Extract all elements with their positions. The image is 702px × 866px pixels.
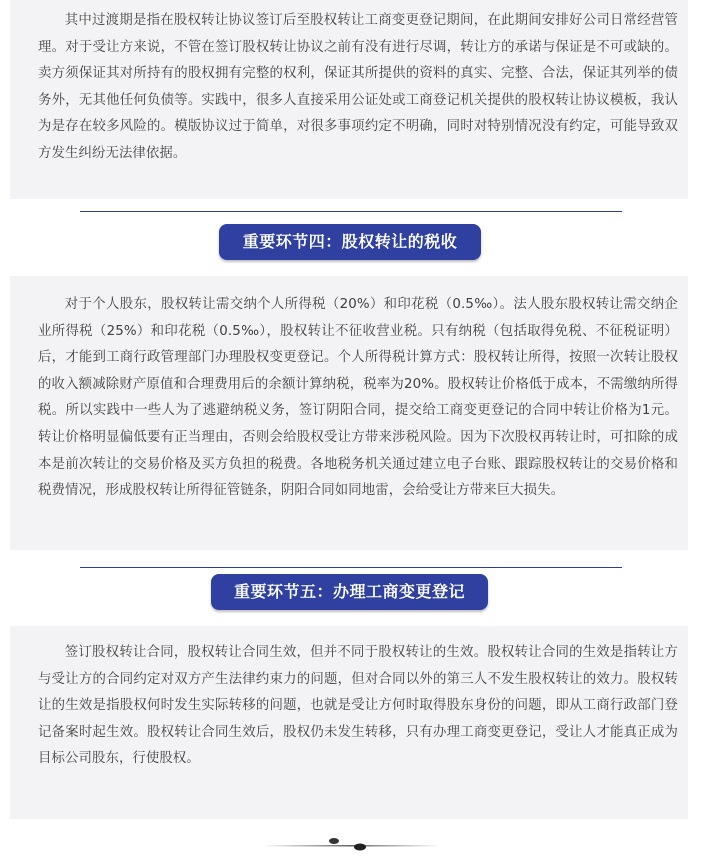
paragraph-transition-period: 其中过渡期是指在股权转让协议签订后至股权转让工商变更登记期间，在此期间安排好公司日常经营管理。对于受让方来说，不管在签订股权转让协议之前有没有进行尽调，转让方的承诺与保证是不可或缺的。卖方须保证其对所持有的股权拥有完整的权利，保证其所提供的资料的真实、完整、合法，保证其列举的债务外，无其他任何负债等。实践中，很多人直接采用公证处或工商登记机关提供的股权转让协议模板，我认为是存在较多风险的。模版协议过于简单，对很多事项约定不明确，同时对特别情况没有约定，可能导致双方发生纠纷无法律依据。	[38, 13, 678, 161]
decorative-divider	[0, 826, 702, 866]
heading-divider-line	[80, 567, 622, 568]
text-card-2	[10, 276, 688, 550]
section-heading-4	[0, 210, 702, 270]
section-title-4: 重要环节四：股权转让的税收	[219, 224, 481, 260]
section-heading-5	[0, 566, 702, 626]
paragraph-business-registration: 签订股权转让合同，股权转让合同生效，但并不同于股权转让的生效。股权转让合同的生效是指转让方与受让方的合同约定对双方产生法律约束力的问题，但对合同以外的第三人不发生股权转让的效力。股权转让的生效是指股权何时发生实际转移的问题，也就是受让方何时取得股东身份的问题，即从工商行政部门登记备案时起生效。股权转让合同生效后，股权仍未发生转移，只有办理工商变更登记，受让人才能真正成为目标公司股东，行使股权。	[38, 645, 678, 767]
paragraph-taxation: 对于个人股东，股权转让需交纳个人所得税（20%）和印花税（0.5‰）。法人股东股权转让需交纳企业所得税（25%）和印花税（0.5‰），股权转让不征收营业税。只有纳税（包括取得免税、不征税证明）后，才能到工商行政管理部门办理股权变更登记。个人所得税计算方式：股权转让所得，按照一次转让股权的收入额减除财产原值和合理费用后的余额计算纳税，税率为20%。股权转让价格低于成本，不需缴纳所得税。所以实践中一些人为了逃避纳税义务，签订阴阳合同，提交给工商变更登记的合同中转让价格为1元。转让价格明显偏低要有正当理由，否则会给股权受让方带来涉税风险。因为下次股权再转让时，可扣除的成本是前次转让的交易价格及买方负担的税费。各地税务机关通过建立电子台账、跟踪股权转让的交易价格和税费情况，形成股权转让所得征管链条，阴阳合同如同地雷，会给受让方带来巨大损失。	[38, 297, 678, 499]
text-card-1	[10, 0, 688, 199]
heading-divider-line	[80, 211, 622, 212]
section-title-5: 重要环节五：办理工商变更登记	[211, 574, 488, 610]
text-card-3	[10, 626, 688, 819]
